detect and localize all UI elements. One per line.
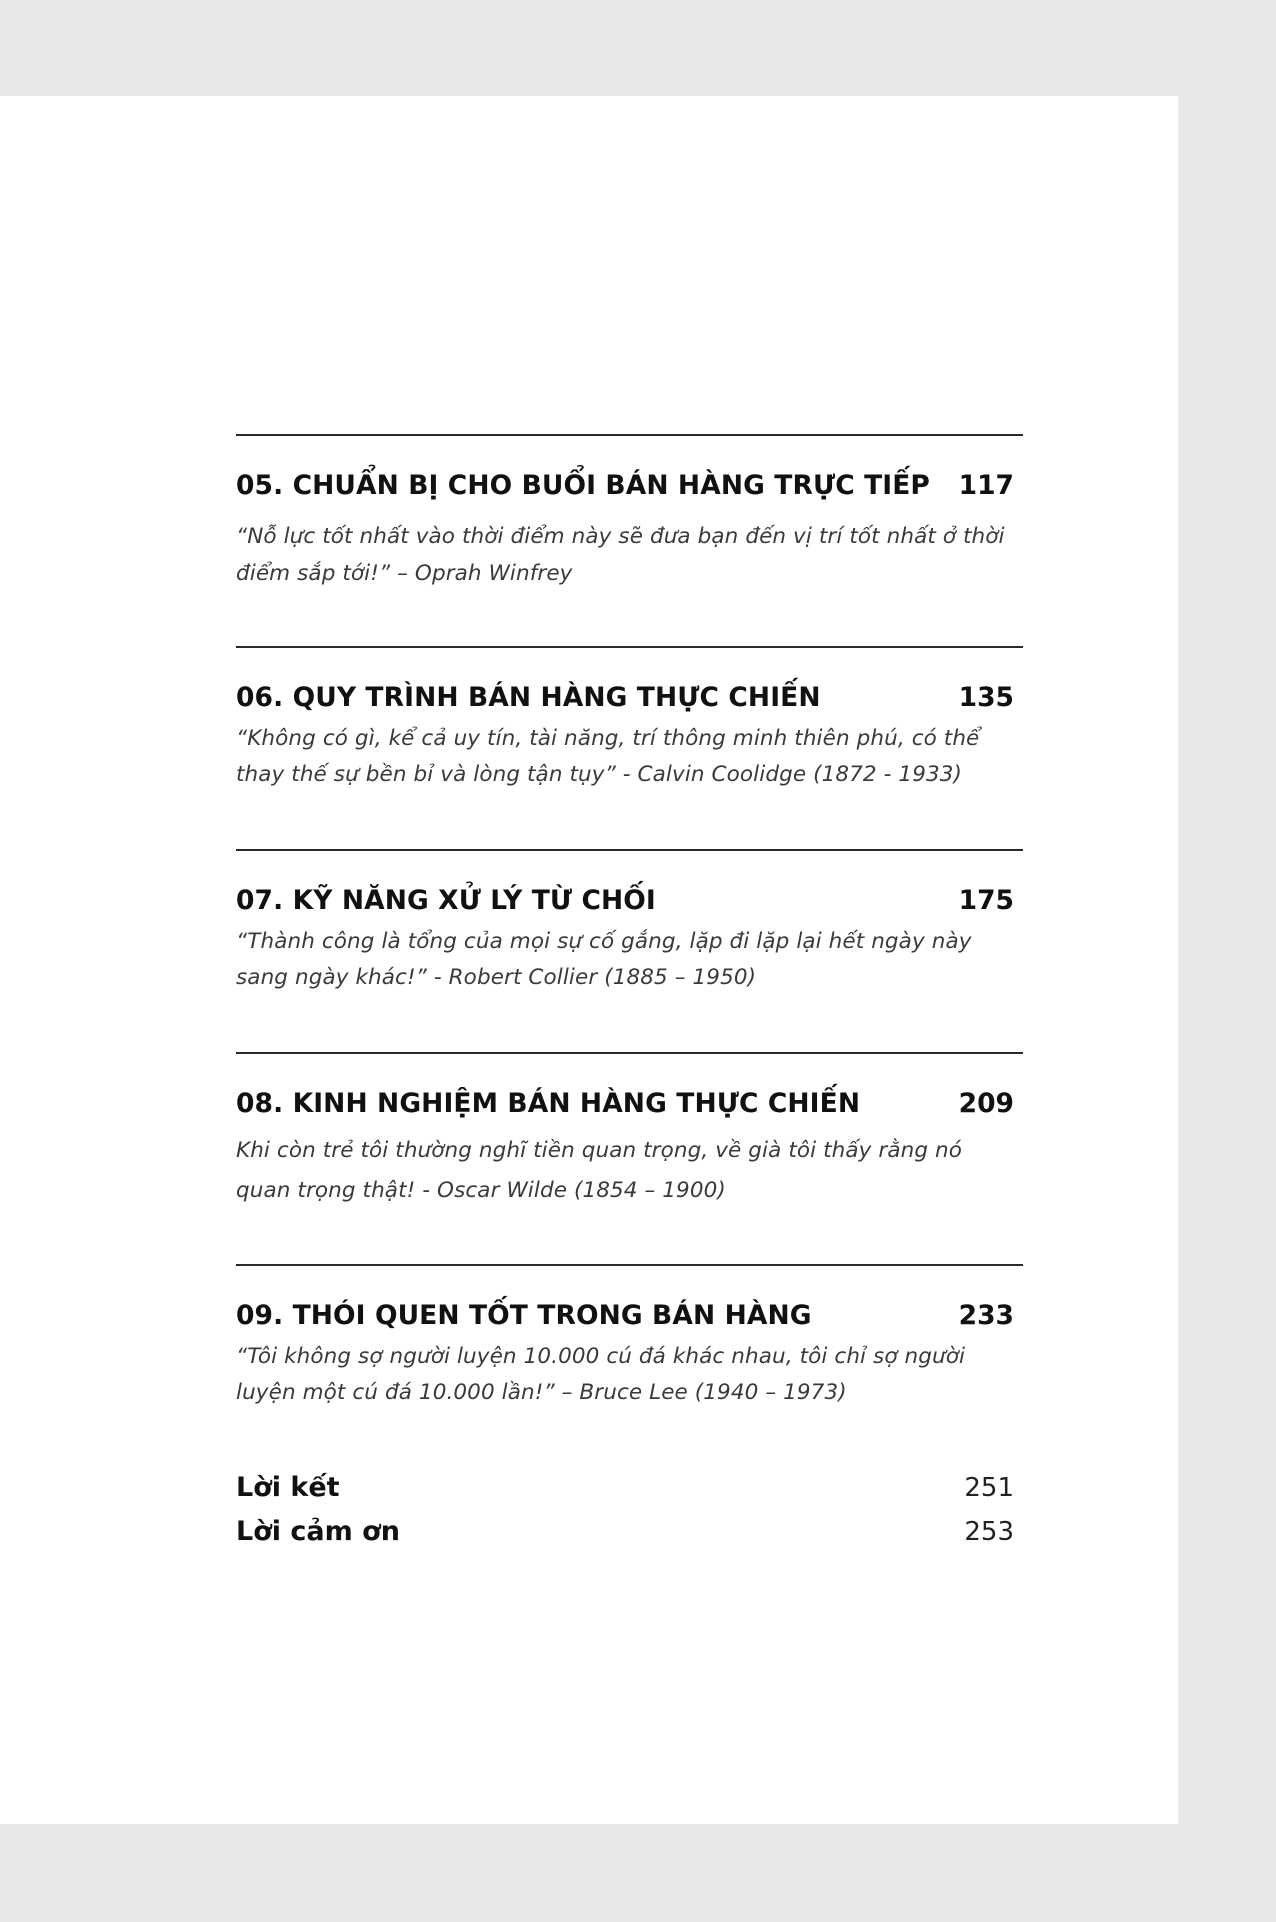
divider — [236, 849, 1023, 851]
chapter-quote-line: “Nỗ lực tốt nhất vào thời điểm này sẽ đưa bạn đến vị trí tốt nhất ở thời — [236, 524, 1005, 549]
divider — [236, 434, 1023, 436]
divider — [236, 1264, 1023, 1266]
closing-title: Lời kết — [236, 1472, 340, 1503]
toc-entry-06[interactable] — [236, 646, 1023, 793]
chapter-quote-line: thay thế sự bền bỉ và lòng tận tụy” - Calvin Coolidge (1872 - 1933) — [236, 762, 963, 787]
chapter-quote-line: “Tôi không sợ người luyện 10.000 cú đá khác nhau, tôi chỉ sợ người — [236, 1344, 966, 1369]
closing-page-number: 251 — [964, 1473, 1014, 1503]
chapter-page-number: 209 — [958, 1088, 1014, 1119]
chapter-quote-line: luyện một cú đá 10.000 lần!” – Bruce Lee (1940 – 1973) — [236, 1380, 847, 1405]
chapter-title: 07. KỸ NĂNG XỬ LÝ TỪ CHỐI — [236, 885, 656, 916]
chapter-quote-line: “Thành công là tổng của mọi sự cố gắng, lặp đi lặp lại hết ngày này — [236, 929, 972, 954]
acknowledgements-page-number: 253 — [964, 1517, 1014, 1547]
chapter-title: 05. CHUẨN BỊ CHO BUỔI BÁN HÀNG TRỰC TIẾP — [236, 470, 930, 501]
chapter-title: 09. THÓI QUEN TỐT TRONG BÁN HÀNG — [236, 1300, 812, 1331]
chapter-quote-line: điểm sắp tới!” – Oprah Winfrey — [236, 561, 573, 586]
chapter-quote-line: sang ngày khác!” - Robert Collier (1885 – 1950) — [236, 965, 757, 990]
chapter-page-number: 175 — [958, 885, 1014, 916]
toc-entry-09[interactable] — [236, 1264, 1023, 1411]
chapter-page-number: 117 — [958, 470, 1014, 501]
toc-entry-08[interactable] — [236, 1052, 1023, 1211]
chapter-title: 06. QUY TRÌNH BÁN HÀNG THỰC CHIẾN — [236, 682, 821, 713]
toc-entry-07[interactable] — [236, 849, 1023, 996]
toc-entry-closing[interactable] — [236, 1472, 1014, 1503]
toc-entry-05[interactable] — [236, 434, 1023, 589]
chapter-quote-line: Khi còn trẻ tôi thường nghĩ tiền quan trọng, về già tôi thấy rằng nó — [236, 1138, 963, 1163]
chapter-page-number: 233 — [958, 1300, 1014, 1331]
chapter-quote-line: quan trọng thật! - Oscar Wilde (1854 – 1900) — [236, 1178, 726, 1203]
divider — [236, 646, 1023, 648]
acknowledgements-title: Lời cảm ơn — [236, 1516, 400, 1547]
chapter-page-number: 135 — [958, 682, 1014, 713]
toc-entry-acknowledgements[interactable] — [236, 1516, 1014, 1547]
chapter-title: 08. KINH NGHIỆM BÁN HÀNG THỰC CHIẾN — [236, 1088, 861, 1119]
divider — [236, 1052, 1023, 1054]
chapter-quote-line: “Không có gì, kể cả uy tín, tài năng, trí thông minh thiên phú, có thể — [236, 726, 980, 751]
